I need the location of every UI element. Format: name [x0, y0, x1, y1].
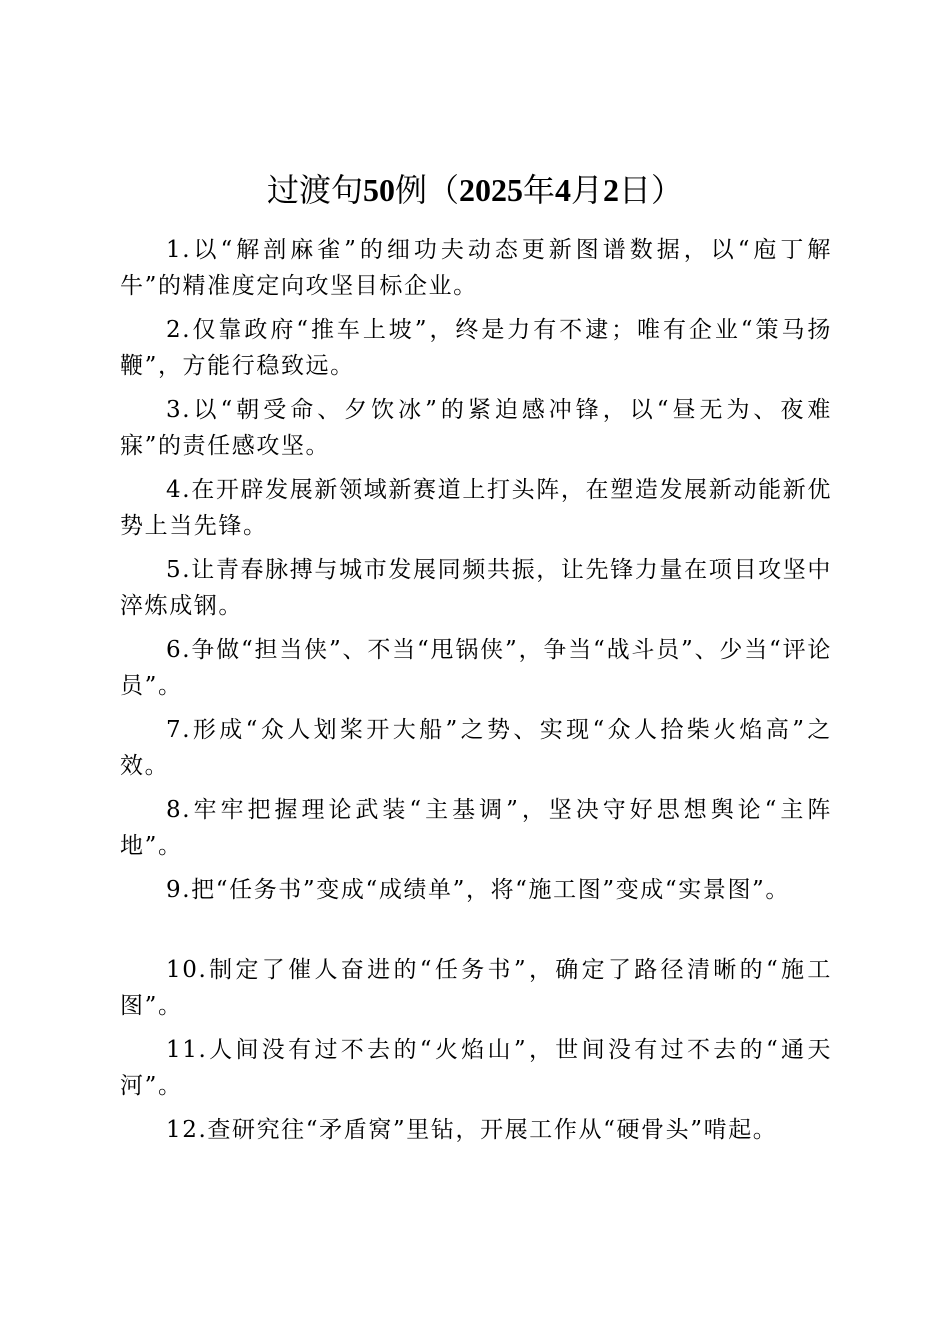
list-item: 11.人间没有过不去的“火焰山”，世间没有过不去的“通天河”。 — [120, 1037, 832, 1099]
list-item: 2.仅靠政府“推车上坡”，终是力有不逮；唯有企业“策马扬鞭”，方能行稳致远。 — [120, 317, 832, 379]
title-year-unit: 年 — [522, 171, 555, 209]
list-item: 6.争做“担当侠”、不当“甩锅侠”，争当“战斗员”、少当“评论员”。 — [120, 637, 832, 699]
title-month-unit: 月 — [571, 171, 604, 209]
list-item: 5.让青春脉搏与城市发展同频共振，让先锋力量在项目攻坚中淬炼成钢。 — [120, 557, 832, 619]
list-item: 10.制定了催人奋进的“任务书”，确定了路径清晰的“施工图”。 — [120, 957, 832, 1019]
document-title — [0, 166, 950, 214]
list-item: 4.在开辟发展新领域新赛道上打头阵，在塑造发展新动能新优势上当先锋。 — [120, 477, 832, 539]
title-suffix: 日） — [619, 171, 684, 209]
title-month: 4 — [555, 172, 571, 208]
list-item: 7.形成“众人划桨开大船”之势、实现“众人拾柴火焰高”之效。 — [120, 717, 832, 779]
sentence-list — [120, 232, 832, 1192]
list-item: 9.把“任务书”变成“成绩单”，将“施工图”变成“实景图”。 — [166, 877, 791, 903]
title-year: 2025 — [458, 172, 523, 208]
title-unit: 例（ — [394, 171, 459, 209]
title-day: 2 — [603, 172, 620, 208]
title-prefix: 过渡句 — [266, 171, 363, 209]
list-item: 8.牢牢把握理论武装“主基调”，坚决守好思想舆论“主阵地”。 — [120, 797, 832, 859]
title-count: 50 — [362, 172, 395, 208]
list-item: 1.以“解剖麻雀”的细功夫动态更新图谱数据，以“庖丁解牛”的精准度定向攻坚目标企业。 — [120, 237, 832, 299]
list-item: 12.查研究往“矛盾窝”里钻，开展工作从“硬骨头”啃起。 — [166, 1117, 778, 1143]
list-item: 3.以“朝受命、夕饮冰”的紧迫感冲锋，以“昼无为、夜难寐”的责任感攻坚。 — [120, 397, 832, 459]
